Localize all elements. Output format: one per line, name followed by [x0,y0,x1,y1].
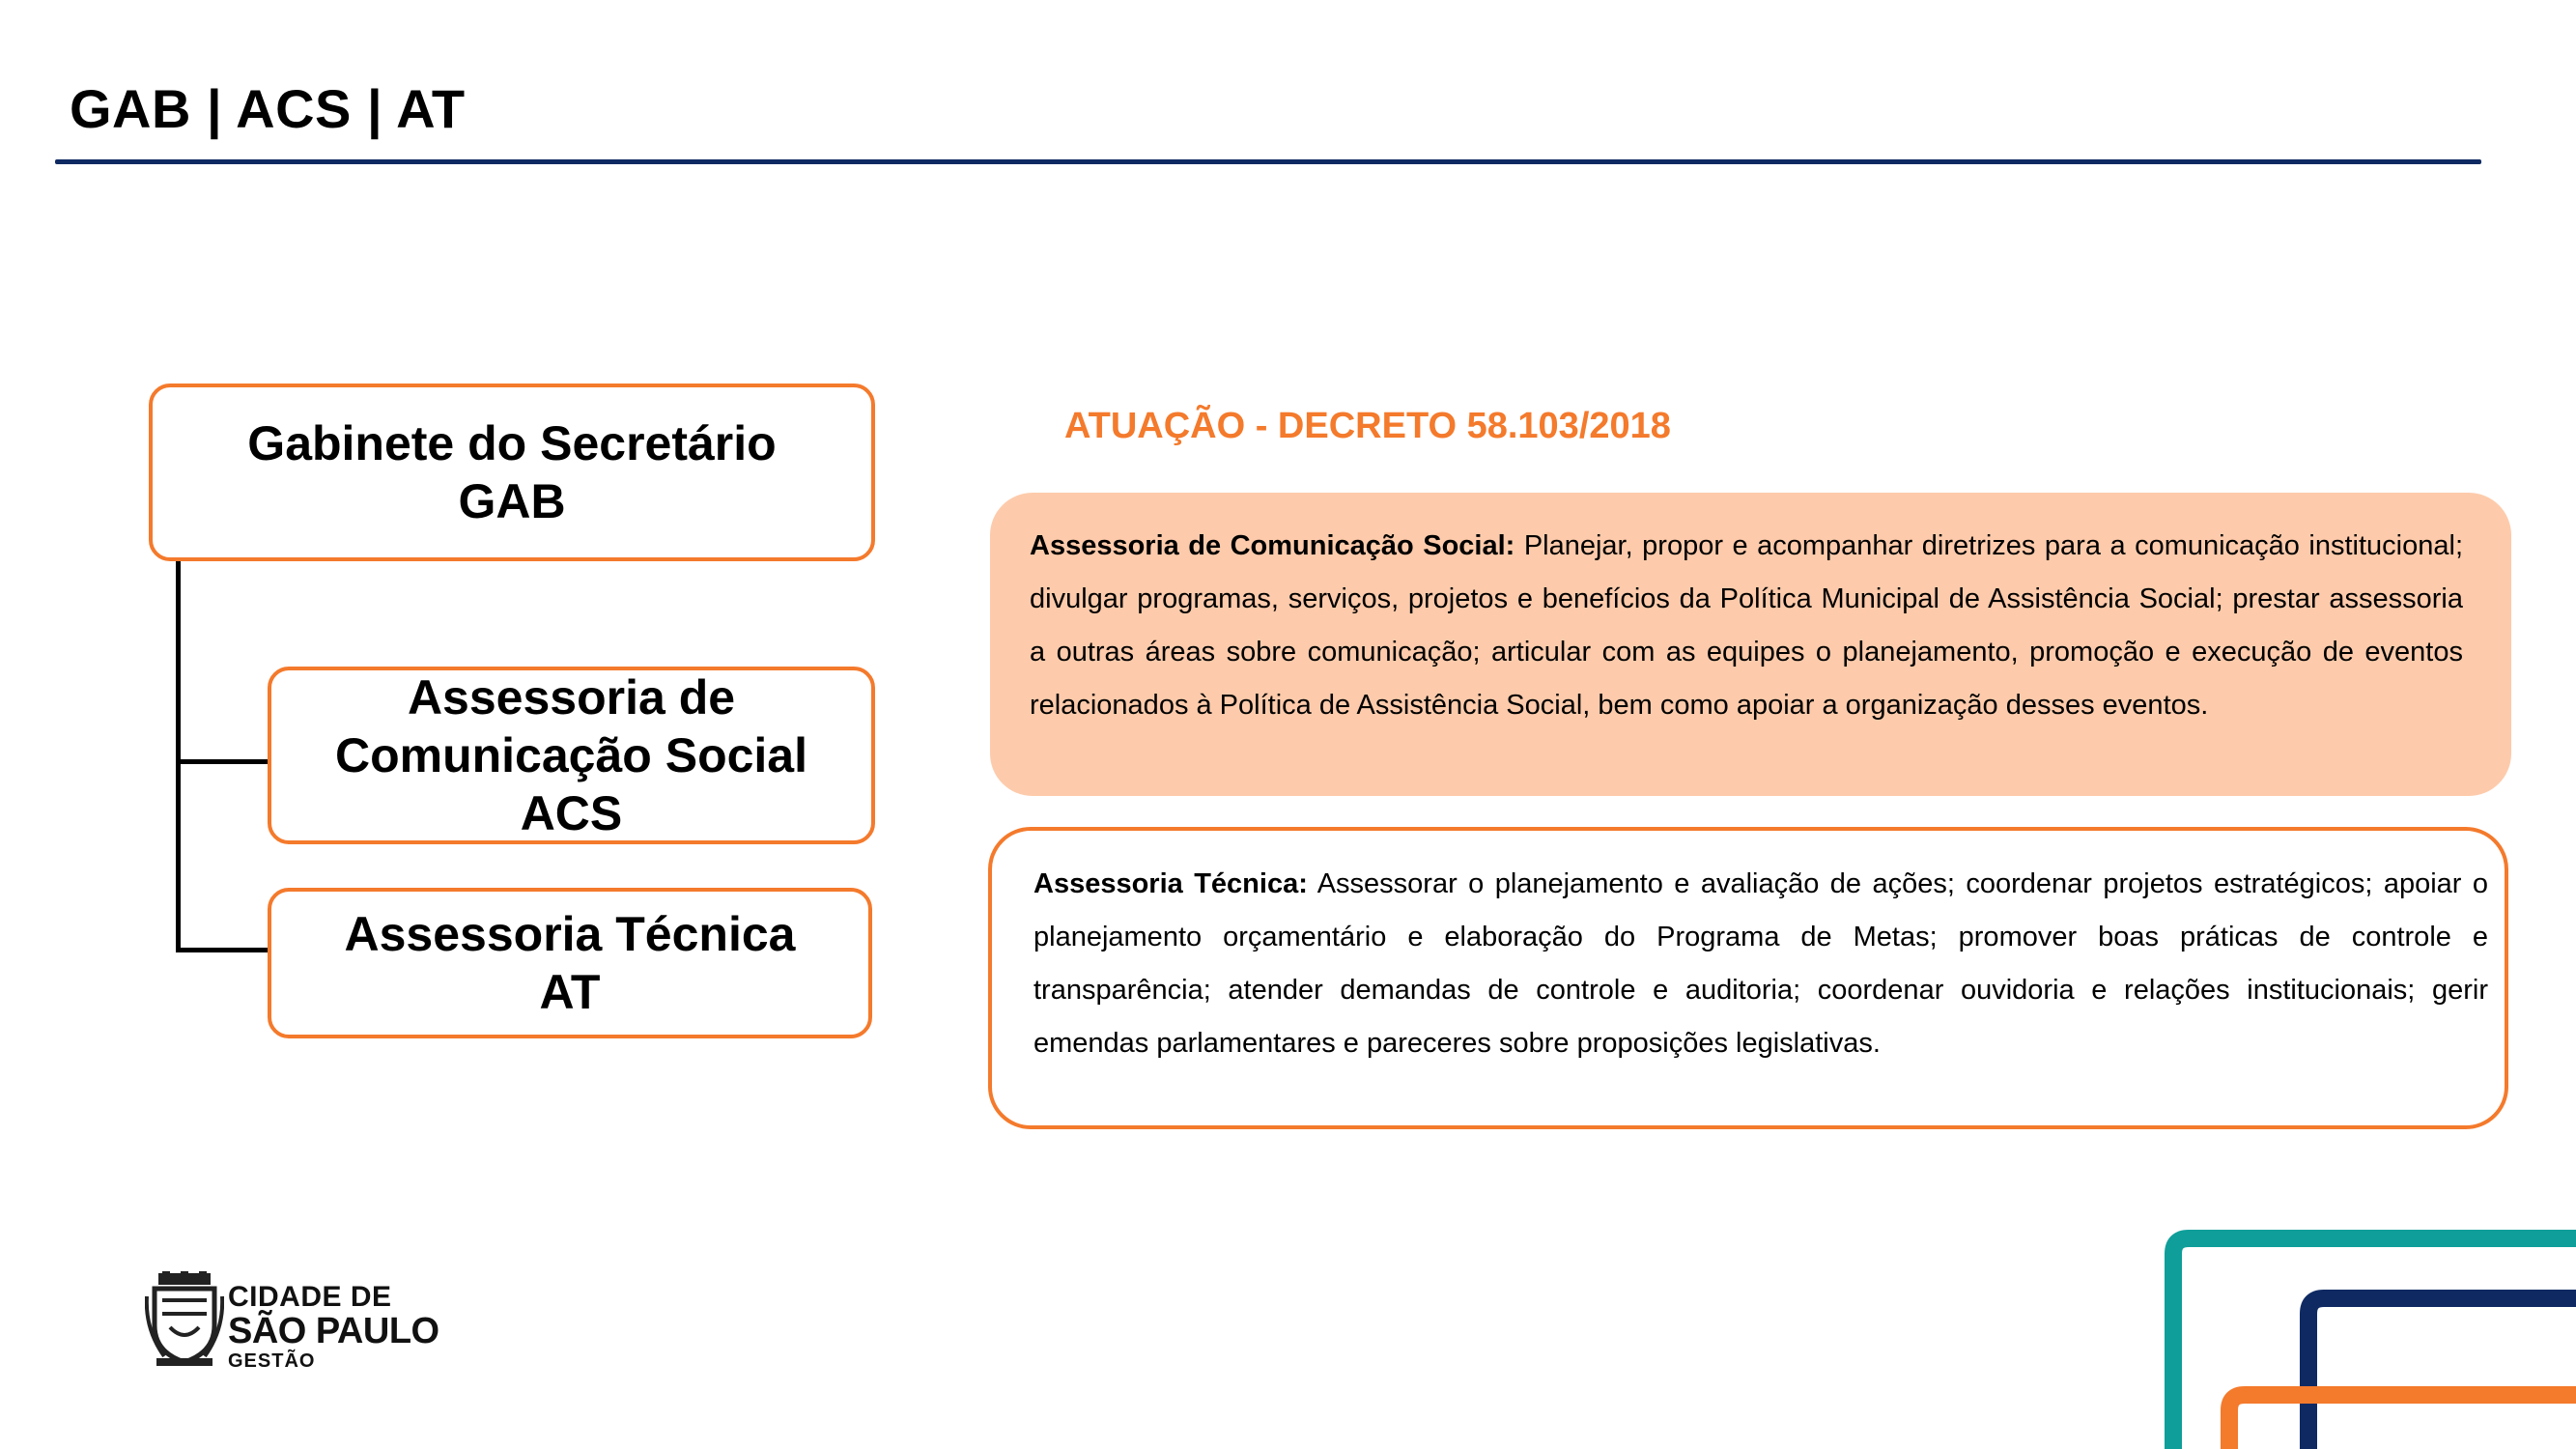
at-description-panel [988,827,2508,1129]
org-box-gab-acronym: GAB [458,474,566,528]
corner-frame-orange [2229,1395,2576,1449]
city-logo-line1: CIDADE DE [228,1281,392,1313]
title-divider [55,159,2481,164]
at-description-label: Assessoria Técnica: [1033,868,1308,899]
org-box-gab-name: Gabinete do Secretário [247,416,777,470]
org-box-gab [149,384,875,561]
acs-description-text: Planejar, propor e acompanhar diretrizes para a comunicação institucional; divulgar programas, serviços, projetos e benefícios da Política Municipal de Assistência Social; prestar assessoria a outras áreas sobre comunicação; articular com as equipes o planejamento, promoção e execução de eventos relacionados à Política de Assistência Social, bem como apoiar a organização desses eventos. [1030,530,2464,721]
org-box-acs-acronym: ACS [520,786,623,840]
city-crest-icon [145,1271,224,1368]
org-connector-acs [176,759,269,764]
org-box-at [268,888,872,1038]
city-logo [145,1271,454,1387]
city-logo-line2: SÃO PAULO [228,1311,439,1351]
corner-frame-navy [2308,1298,2576,1449]
section-heading: ATUAÇÃO - DECRETO 58.103/2018 [1064,406,1671,446]
corner-decoration [2154,1227,2576,1449]
city-logo-text [228,1283,439,1372]
org-box-acs-name-line2: Comunicação Social [334,728,808,782]
acs-description-label: Assessoria de Comunicação Social: [1030,530,1515,561]
city-logo-line3: GESTÃO [228,1350,316,1372]
org-connector-at [176,948,269,952]
page-title: GAB | ACS | AT [70,78,466,139]
org-box-acs [268,667,875,844]
org-box-at-acronym: AT [539,965,601,1019]
org-box-acs-name-line1: Assessoria de [407,670,736,724]
org-connector-vertical [176,558,181,952]
at-description-text: Assessorar o planejamento e avaliação de ações; coordenar projetos estratégicos; apoiar o planejamento orçamentário e elaboração do Programa de Metas; promover boas práticas de controle e transparência; atender demandas de controle e auditoria; coordenar ouvidoria e relações institucionais; gerir emendas parlamentares e pareceres sobre proposições legislativas. [1033,868,2488,1059]
org-box-at-name: Assessoria Técnica [344,907,796,961]
acs-description-panel [990,493,2511,796]
